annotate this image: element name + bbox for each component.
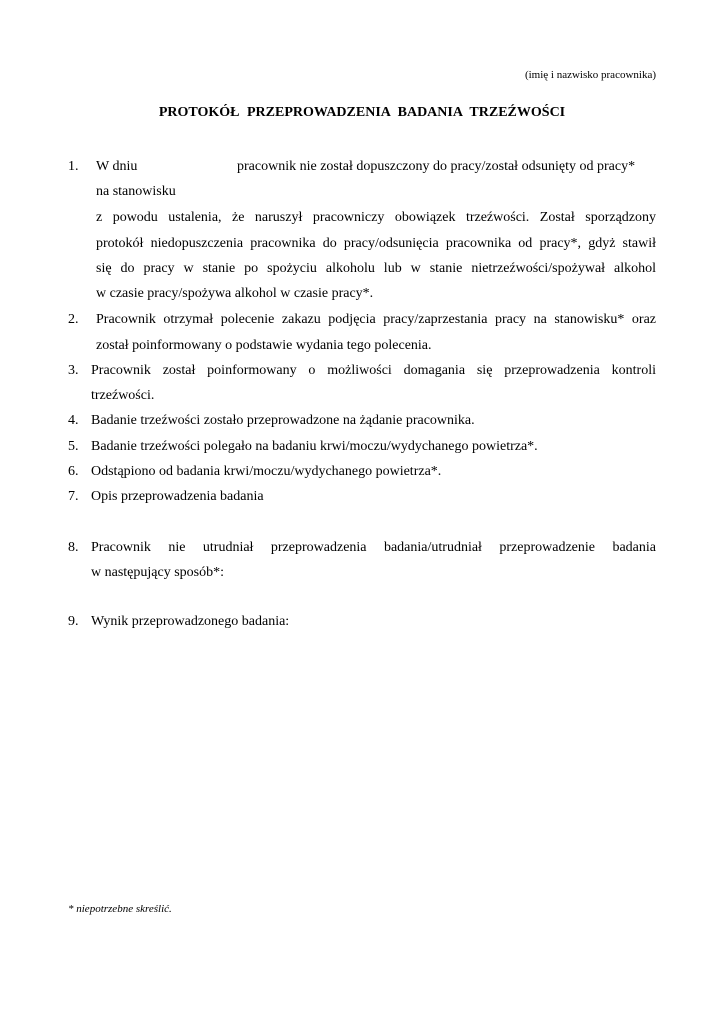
item-1-line-6: w czasie pracy/spożywa alkohol w czasie pracy*. (96, 286, 374, 301)
item-3-line-2: trzeźwości. (91, 388, 155, 403)
item-9-number: 9. (68, 614, 79, 629)
item-7-line-1: Opis przeprowadzenia badania (91, 489, 264, 504)
item-8-line-1: Pracownik nie utrudniał przeprowadzenia badania/utrudniał przeprowadzenie badania (91, 540, 656, 555)
item-1-date-prefix: W dniu (96, 159, 138, 174)
item-7-number: 7. (68, 489, 79, 504)
item-1-line-2: na stanowisku (96, 184, 176, 199)
item-2-number: 2. (68, 312, 79, 327)
item-4-line-1: Badanie trzeźwości zostało przeprowadzone na żądanie pracownika. (91, 413, 475, 428)
item-9-line-1: Wynik przeprowadzonego badania: (91, 614, 290, 629)
footnote: * niepotrzebne skreślić. (68, 903, 172, 915)
item-8-line-2: w następujący sposób*: (91, 565, 224, 580)
item-1-number: 1. (68, 159, 79, 174)
item-1-line-3: z powodu ustalenia, że naruszył pracowniczy obowiązek trzeźwości. Został sporządzony (96, 210, 656, 225)
item-4-number: 4. (68, 413, 79, 428)
item-2-line-2: został poinformowany o podstawie wydania tego polecenia. (96, 338, 432, 353)
item-5-number: 5. (68, 439, 79, 454)
item-2-line-1: Pracownik otrzymał polecenie zakazu podjęcia pracy/zaprzestania pracy na stanowisku* oraz (96, 312, 656, 327)
employee-name-label: (imię i nazwisko pracownika) (524, 69, 656, 81)
item-1-line-4: protokół niedopuszczenia pracownika do pracy/odsunięcia pracownika od pracy*, gdyż stawił (96, 236, 656, 251)
item-3-line-1: Pracownik został poinformowany o możliwości domagania się przeprowadzenia kontroli (91, 363, 656, 378)
document-title: PROTOKÓŁ PRZEPROWADZENIA BADANIA TRZEŹWOŚCI (158, 105, 566, 120)
item-8-number: 8. (68, 540, 79, 555)
item-3-number: 3. (68, 363, 79, 378)
item-6-number: 6. (68, 464, 79, 479)
item-6-line-1: Odstąpiono od badania krwi/moczu/wydychanego powietrza*. (91, 464, 442, 479)
item-5-line-1: Badanie trzeźwości polegało na badaniu krwi/moczu/wydychanego powietrza*. (91, 439, 538, 454)
item-1-line-5: się do pracy w stanie po spożyciu alkoholu lub w stanie nietrzeźwości/spożywał alkohol (96, 261, 656, 276)
item-1-line-1: pracownik nie został dopuszczony do pracy/został odsunięty od pracy* (237, 159, 636, 174)
